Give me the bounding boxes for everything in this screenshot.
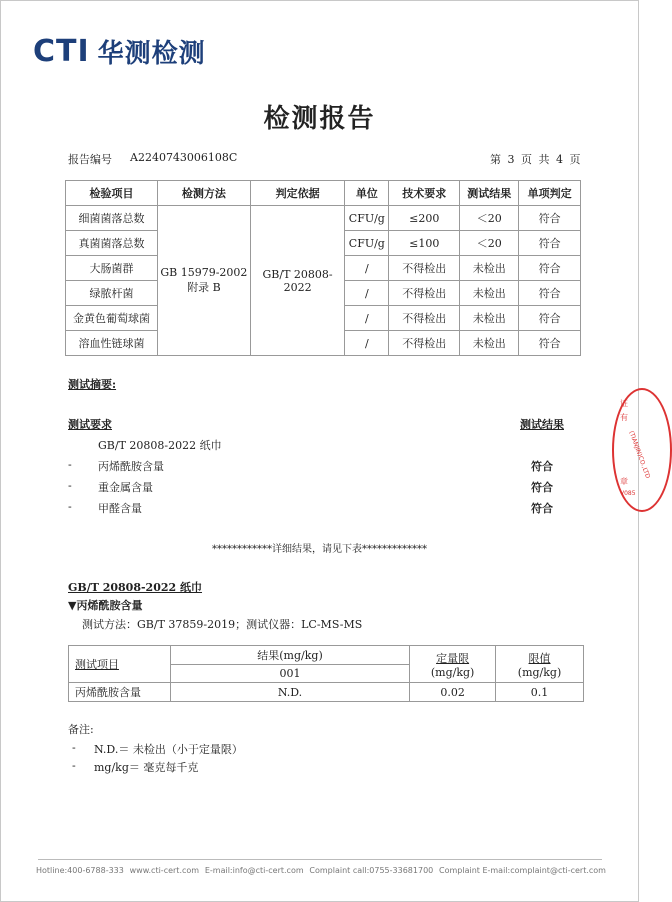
method-line1: GB 15979-2002 bbox=[160, 266, 248, 279]
cell-judgement: 符合 bbox=[519, 206, 581, 231]
cell-judgement: 符合 bbox=[519, 306, 581, 331]
company-logo bbox=[33, 34, 206, 68]
cell-judgement: 符合 bbox=[519, 331, 581, 356]
col-item-label: 测试项目 bbox=[75, 658, 119, 671]
result-header-row bbox=[69, 646, 584, 665]
note-text: N.D.＝ 未检出（小于定量限） bbox=[94, 743, 243, 756]
cell-requirement: ≤100 bbox=[389, 231, 460, 256]
cell-unit: / bbox=[345, 281, 389, 306]
cell-item: 大肠菌群 bbox=[66, 256, 158, 281]
table-row bbox=[66, 206, 581, 231]
header-method: 检测方法 bbox=[158, 181, 251, 206]
cell-result: 未检出 bbox=[460, 256, 519, 281]
page-title: 检测报告 bbox=[263, 104, 376, 134]
cell-result: 未检出 bbox=[460, 281, 519, 306]
cell-result: ＜20 bbox=[460, 206, 519, 231]
cell-judgement: 符合 bbox=[519, 256, 581, 281]
summary-item-result: 符合 bbox=[531, 502, 553, 515]
cell-judgement: 符合 bbox=[519, 231, 581, 256]
note-dash: - bbox=[72, 741, 76, 754]
row-loq: 0.02 bbox=[410, 683, 496, 702]
cell-item: 真菌菌落总数 bbox=[66, 231, 158, 256]
row-limit: 0.1 bbox=[496, 683, 584, 702]
stamp-text: V085 bbox=[620, 490, 636, 497]
col-limit-label: 限值 bbox=[528, 651, 551, 665]
stamp-text: 有 bbox=[620, 413, 628, 422]
cell-item: 溶血性链球菌 bbox=[66, 331, 158, 356]
report-number: A2240743006108C bbox=[130, 151, 238, 164]
cell-item: 细菌菌落总数 bbox=[66, 206, 158, 231]
stamp-text: 章 bbox=[620, 477, 628, 486]
header-requirement: 技术要求 bbox=[389, 181, 460, 206]
summary-item-name: 重金属含量 bbox=[98, 481, 153, 494]
cell-unit: / bbox=[345, 331, 389, 356]
summary-dash: - bbox=[68, 479, 72, 492]
col-limit-unit: (mg/kg) bbox=[517, 665, 562, 679]
details-note: ************详细结果，请见下表************* bbox=[212, 544, 427, 555]
cell-requirement: 不得检出 bbox=[389, 256, 460, 281]
summary-item-result: 符合 bbox=[531, 481, 553, 494]
summary-title: 测试摘要: bbox=[68, 378, 117, 391]
footer-website[interactable]: www.cti-cert.com bbox=[129, 866, 200, 875]
footer-hotline: Hotline:400-6788-333 bbox=[36, 866, 124, 875]
page-info: 第 3 页 共 4 页 bbox=[490, 153, 581, 166]
notes-title: 备注: bbox=[68, 723, 94, 736]
stamp-text: (TIANJIN)CO.,LTD bbox=[627, 430, 652, 480]
microbiology-table bbox=[65, 180, 581, 356]
cell-unit: / bbox=[345, 306, 389, 331]
footer-divider bbox=[38, 859, 602, 860]
summary-item-name: 甲醛含量 bbox=[98, 502, 142, 515]
cell-unit: CFU/g bbox=[345, 231, 389, 256]
summary-dash: - bbox=[68, 458, 72, 471]
summary-dash: - bbox=[68, 500, 72, 513]
detail-method: 测试方法：GB/T 37859-2019；测试仪器：LC-MS-MS bbox=[82, 618, 363, 631]
cell-item: 绿脓杆菌 bbox=[66, 281, 158, 306]
footer-complaint-email[interactable]: Complaint E-mail:complaint@cti-cert.com bbox=[439, 866, 606, 875]
report-number-label: 报告编号 bbox=[68, 153, 112, 166]
table-row bbox=[69, 683, 584, 702]
col-item-header bbox=[69, 646, 171, 683]
col-limit-header bbox=[496, 646, 584, 683]
summary-standard: GB/T 20808-2022 纸巾 bbox=[98, 439, 222, 452]
cell-judgement: 符合 bbox=[519, 281, 581, 306]
summary-requirement-header: 测试要求 bbox=[68, 418, 112, 431]
header-unit: 单位 bbox=[345, 181, 389, 206]
official-stamp bbox=[612, 388, 672, 512]
logo-text: CTI bbox=[33, 33, 90, 69]
row-item: 丙烯酰胺含量 bbox=[69, 683, 171, 702]
method-line2: 附录 B bbox=[187, 281, 221, 294]
cell-item: 金黄色葡萄球菌 bbox=[66, 306, 158, 331]
cell-basis: GB/T 20808-2022 bbox=[250, 206, 345, 356]
col-loq-unit: (mg/kg) bbox=[430, 665, 475, 679]
col-result-header: 结果(mg/kg) bbox=[170, 646, 409, 665]
footer-email[interactable]: E-mail:info@cti-cert.com bbox=[204, 866, 304, 875]
summary-result-header: 测试结果 bbox=[520, 418, 564, 431]
summary-item-name: 丙烯酰胺含量 bbox=[98, 460, 164, 473]
cell-requirement: 不得检出 bbox=[389, 281, 460, 306]
footer-complaint-call: Complaint call:0755-33681700 bbox=[309, 866, 434, 875]
col-loq-header bbox=[410, 646, 496, 683]
cell-method bbox=[158, 206, 251, 356]
col-loq-label: 定量限 bbox=[436, 651, 470, 665]
cell-requirement: ≤200 bbox=[389, 206, 460, 231]
stamp-text: 证 bbox=[620, 399, 628, 408]
header-basis: 判定依据 bbox=[250, 181, 345, 206]
cell-result: 未检出 bbox=[460, 331, 519, 356]
sample-id: 001 bbox=[170, 664, 409, 683]
cell-unit: CFU/g bbox=[345, 206, 389, 231]
header-judgement: 单项判定 bbox=[519, 181, 581, 206]
logo-chinese: 华测检测 bbox=[97, 38, 206, 69]
detail-standard: GB/T 20808-2022 纸巾 bbox=[68, 581, 203, 594]
acrylamide-result-table bbox=[68, 645, 584, 702]
detail-section-title: ▼丙烯酰胺含量 bbox=[68, 599, 143, 612]
cell-requirement: 不得检出 bbox=[389, 331, 460, 356]
footer bbox=[36, 866, 606, 875]
table-header-row bbox=[66, 181, 581, 206]
cell-requirement: 不得检出 bbox=[389, 306, 460, 331]
summary-item-result: 符合 bbox=[531, 460, 553, 473]
note-text: mg/kg＝ 毫克每千克 bbox=[94, 761, 199, 774]
row-result: N.D. bbox=[170, 683, 409, 702]
header-result: 测试结果 bbox=[460, 181, 519, 206]
header-item: 检验项目 bbox=[66, 181, 158, 206]
cell-result: ＜20 bbox=[460, 231, 519, 256]
cell-result: 未检出 bbox=[460, 306, 519, 331]
note-dash: - bbox=[72, 759, 76, 772]
cell-unit: / bbox=[345, 256, 389, 281]
